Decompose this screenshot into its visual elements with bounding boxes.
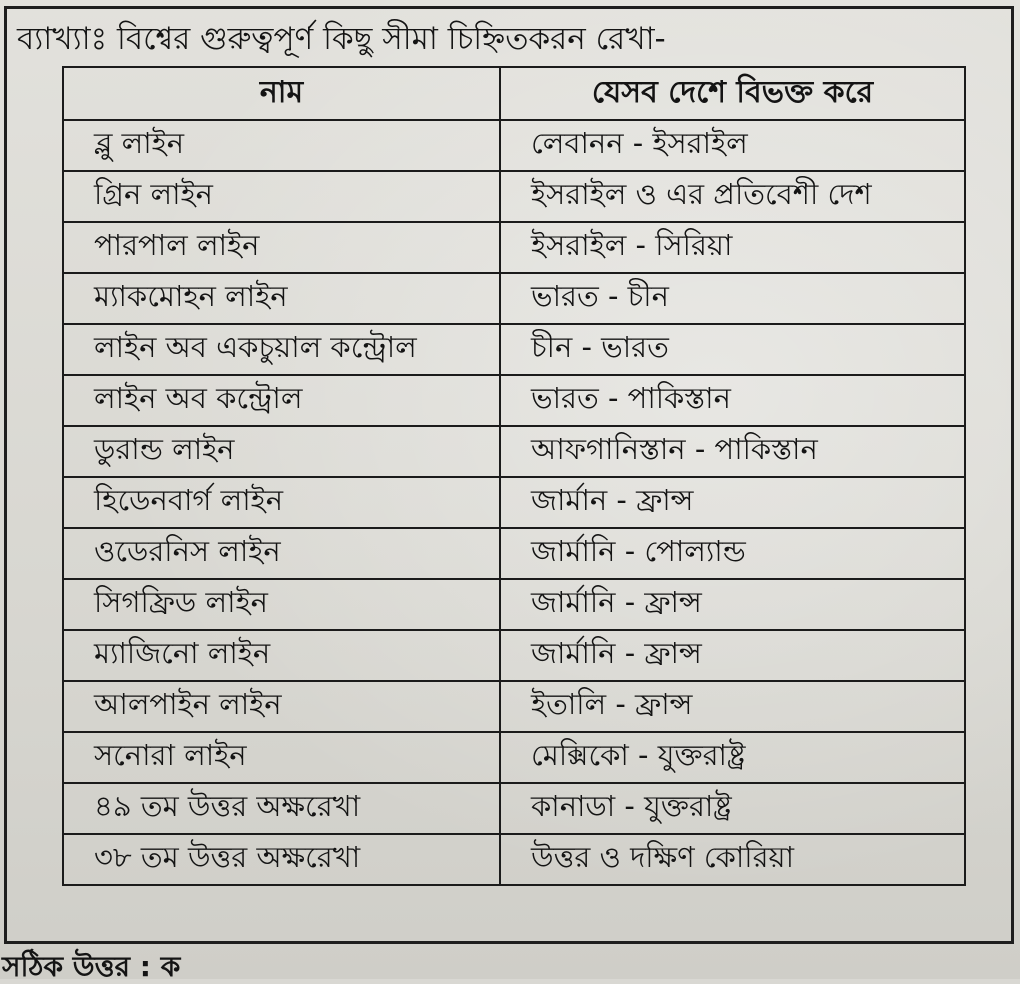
countries-cell: আফগানিস্তান - পাকিস্তান: [500, 426, 965, 477]
boundary-lines-table: [62, 66, 966, 886]
table-row: [63, 630, 965, 681]
line-name-cell: লাইন অব কন্ট্রোল: [63, 375, 500, 426]
countries-cell: জার্মান - ফ্রান্স: [500, 477, 965, 528]
countries-cell: ভারত - পাকিস্তান: [500, 375, 965, 426]
countries-cell: ভারত - চীন: [500, 273, 965, 324]
table-row: [63, 834, 965, 885]
table-row: [63, 222, 965, 273]
countries-cell: কানাডা - যুক্তরাষ্ট্র: [500, 783, 965, 834]
countries-cell: ইসরাইল - সিরিয়া: [500, 222, 965, 273]
table-row: [63, 681, 965, 732]
line-name-cell: ওডেরনিস লাইন: [63, 528, 500, 579]
countries-cell: চীন - ভারত: [500, 324, 965, 375]
table-row: [63, 171, 965, 222]
line-name-cell: ম্যাকমোহন লাইন: [63, 273, 500, 324]
table-header-row: [63, 67, 965, 120]
table-row: [63, 324, 965, 375]
countries-cell: ইসরাইল ও এর প্রতিবেশী দেশ: [500, 171, 965, 222]
line-name-cell: ৪৯ তম উত্তর অক্ষরেখা: [63, 783, 500, 834]
correct-answer: সঠিক উত্তর : ক: [2, 950, 181, 983]
line-name-cell: ব্লু লাইন: [63, 120, 500, 171]
line-name-cell: হিডেনবার্গ লাইন: [63, 477, 500, 528]
table-body: [63, 120, 965, 885]
countries-cell: মেক্সিকো - যুক্তরাষ্ট্র: [500, 732, 965, 783]
line-name-cell: পারপাল লাইন: [63, 222, 500, 273]
table-row: [63, 528, 965, 579]
line-name-cell: আলপাইন লাইন: [63, 681, 500, 732]
table-row: [63, 477, 965, 528]
explanation-heading: ব্যাখ্যাঃ বিশ্বের গুরুত্বপূর্ণ কিছু সীমা চিহ্নিতকরন রেখা-: [17, 21, 666, 57]
line-name-cell: ম্যাজিনো লাইন: [63, 630, 500, 681]
line-name-cell: সনোরা লাইন: [63, 732, 500, 783]
table-row: [63, 120, 965, 171]
table-row: [63, 732, 965, 783]
table-row: [63, 783, 965, 834]
line-name-cell: ৩৮ তম উত্তর অক্ষরেখা: [63, 834, 500, 885]
countries-cell: লেবানন - ইসরাইল: [500, 120, 965, 171]
line-name-cell: ডুরান্ড লাইন: [63, 426, 500, 477]
line-name-cell: লাইন অব একচুয়াল কন্ট্রোল: [63, 324, 500, 375]
countries-cell: ইতালি - ফ্রান্স: [500, 681, 965, 732]
countries-cell: জার্মানি - ফ্রান্স: [500, 630, 965, 681]
countries-cell: জার্মানি - পোল্যান্ড: [500, 528, 965, 579]
countries-cell: উত্তর ও দক্ষিণ কোরিয়া: [500, 834, 965, 885]
table-row: [63, 426, 965, 477]
table-row: [63, 579, 965, 630]
table-row: [63, 273, 965, 324]
line-name-cell: সিগফ্রিড লাইন: [63, 579, 500, 630]
header-countries: যেসব দেশে বিভক্ত করে: [500, 67, 965, 120]
countries-cell: জার্মানি - ফ্রান্স: [500, 579, 965, 630]
table-row: [63, 375, 965, 426]
line-name-cell: গ্রিন লাইন: [63, 171, 500, 222]
header-name: নাম: [63, 67, 500, 120]
